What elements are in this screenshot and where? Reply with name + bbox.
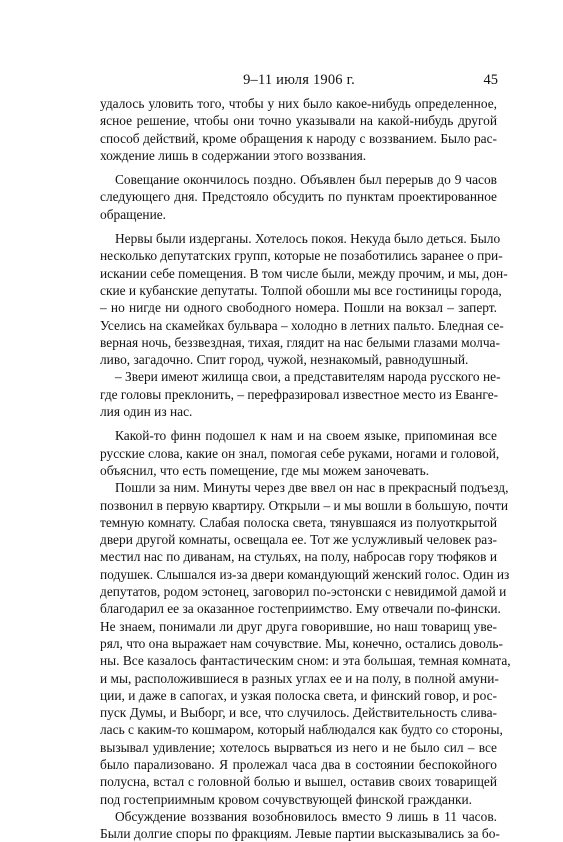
text-line: следующего дня. Предстояло обсудить по пунктам проектированное [100, 189, 497, 205]
text-line: и мы, расположившиеся в разных углах ее и на полу, в полной амуни- [100, 670, 499, 686]
text-line: благодарил ее за оказанное гостеприимство. Ему отвечали по-фински. [100, 601, 501, 617]
text-line: подушек. Слышался из-за двери командующий женский голос. Один из [100, 566, 510, 582]
header-title: 9–11 июля 1906 г. [243, 72, 355, 88]
text-line: – Звери имеют жилища свои, а представителям народа русского не- [115, 369, 501, 385]
text-line: двери другой комнаты, освещала ее. Тот же услужливый человек раз- [100, 532, 497, 548]
text-line: вызывал удивление; хотелось вырваться из него и не было сил – все [100, 739, 497, 755]
paragraph [100, 479, 511, 808]
text-line: Какой-то финн подошел к нам и на своем языке, припоминая все [115, 428, 497, 444]
text-line: Уселись на скамейках бульвара – холодно в летних пальто. Бледная се- [100, 317, 504, 333]
text-line: Нервы были издерганы. Хотелось покоя. Некуда было деться. Было [115, 231, 501, 247]
text-line: где головы преклонить, – перефразировал известное место из Еванге- [100, 386, 499, 402]
text-line: пуск Думы, и Выборг, и все, что случилось. Действительность слива- [100, 705, 497, 721]
text-line: хождение лишь в содержании этого воззвания. [100, 147, 367, 163]
text-line: было парализовано. Я пролежал часа два в состоянии беспокойного [100, 756, 497, 772]
text-line: депутатов, родом эстонец, заговорил по-эстонски с невидимой дамой и [100, 584, 507, 600]
text-line: лия один из нас. [100, 404, 193, 420]
text-line: – но нигде ни одного свободного номера. Пошли на вокзал – заперт. [100, 300, 497, 316]
text-line: удалось уловить того, чтобы у них было какое-нибудь определенное, [100, 96, 497, 111]
text-line: искании себе помещения. В том числе были, между прочим, и мы, дон- [100, 265, 508, 281]
text-line: Обсуждение воззвания возобновилось вместо 9 лишь в 11 часов. [115, 808, 497, 824]
text-line: способ действий, кроме обращения к народу с воззванием. Было рас- [100, 130, 497, 146]
text-line: ции, и даже в сапогах, и узкая полоска света, и финский говор, и рос- [100, 687, 497, 703]
paragraph [100, 427, 500, 479]
text-line: верная ночь, беззвездная, тихая, глядит на нас белыми глазами молча- [100, 334, 500, 350]
text-line: темную комнату. Слабая полоска света, тянувшаяся из полуоткрытой [100, 514, 497, 530]
paragraph [100, 368, 501, 420]
text-line: Были долгие споры по фракциям. Левые партии высказывались за бо- [100, 826, 500, 842]
text-line: лась с каким-то кошмаром, который наблюдался как будто со стороны, [100, 722, 503, 738]
paragraph [100, 808, 500, 842]
body-text [100, 95, 511, 842]
text-line: ясное решение, чтобы они точно указывали на какой-нибудь другой [100, 113, 497, 129]
text-line: ские и кубанские депутаты. Толпой обошли мы все гостиницы города, [100, 282, 502, 298]
text-line: русские слова, какие он знал, помогая себе руками, ногами и головой, [100, 445, 500, 461]
running-header [100, 72, 498, 92]
text-line: Не знаем, понимали ли друг друга говорившие, но наш товарищ уве- [100, 618, 497, 634]
text-line: объяснил, что есть помещение, где мы можем заночевать. [100, 462, 430, 478]
text-line: под гостеприимным кровом сочувствующей финской гражданки. [100, 791, 473, 807]
page-number: 45 [483, 72, 498, 88]
paragraph [100, 230, 508, 368]
paragraph [100, 95, 497, 164]
text-line: обращение. [100, 206, 167, 222]
paragraph [100, 171, 497, 223]
text-line: Совещание окончилось поздно. Объявлен был перерыв до 9 часов [115, 172, 497, 188]
text-line: местил нас по диванам, на стульях, на полу, набросав гору тюфяков и [100, 549, 497, 565]
text-line: несколько депутатских групп, которые не позаботились заранее о при- [100, 248, 503, 264]
text-line: рял, что она выражает нам сочувствие. Мы, конечно, остались доволь- [100, 635, 503, 651]
text-line: Пошли за ним. Минуты через две ввел он нас в прекрасный подъезд, [115, 480, 509, 496]
text-line: полусна, встал с головной болью и вышел, оставив своих товарищей [100, 774, 497, 790]
text-line: позвонил в первую квартиру. Открыли – и мы вошли в большую, почти [100, 497, 509, 513]
text-line: ны. Все казалось фантастическим сном: и эта большая, темная комната, [100, 653, 511, 669]
text-line: ливо, загадочно. Спит город, чужой, незнакомый, равнодушный. [100, 352, 469, 368]
